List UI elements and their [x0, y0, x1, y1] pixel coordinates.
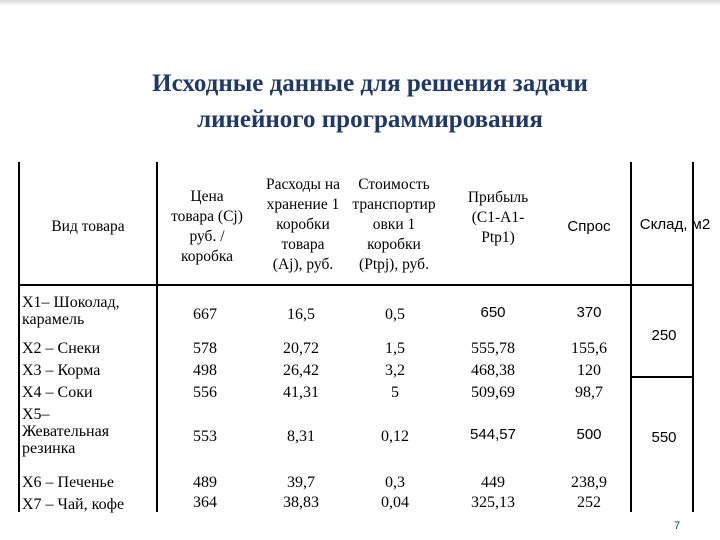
- cell-price: 364: [193, 494, 217, 511]
- cell-price: 556: [193, 384, 217, 401]
- cell-storage: 16,5: [287, 306, 315, 323]
- cell-transport: 0,3: [385, 474, 405, 491]
- row-name-x1: X1– Шоколад, карамель: [22, 294, 120, 328]
- cell-price: 553: [193, 428, 217, 445]
- cell-storage: 38,83: [283, 494, 319, 511]
- cell-transport: 5: [391, 384, 399, 401]
- cell-profit: 449: [481, 474, 505, 491]
- cell-transport: 1,5: [385, 340, 405, 357]
- cell-demand: 155,6: [571, 340, 607, 357]
- cell-demand: 370: [576, 304, 602, 321]
- cell-transport: 0,5: [385, 306, 405, 323]
- cell-storage: 41,31: [283, 384, 319, 401]
- row-name-x4: X4 – Соки: [22, 384, 93, 401]
- cell-demand: 98,7: [575, 384, 603, 401]
- title-line-2: линейного программирования: [197, 106, 543, 133]
- cell-profit: 325,13: [471, 494, 515, 511]
- header-product-type: Вид товара: [51, 218, 125, 235]
- row-name-x3: X3 – Корма: [22, 362, 101, 379]
- header-warehouse: Склад, м2: [639, 216, 711, 233]
- header-storage-cost: Расходы на хранение 1 коробки товара (Aj), руб.: [266, 176, 340, 273]
- cell-transport: 0,12: [381, 428, 409, 445]
- title-line-1: Исходные данные для решения задачи: [152, 70, 588, 97]
- cell-profit: 555,78: [471, 340, 515, 357]
- row-name-x2: X2 – Снеки: [22, 340, 101, 357]
- cell-profit: 544,57: [470, 426, 516, 443]
- row-name-x7: X7 – Чай, кофе: [22, 496, 125, 513]
- header-profit: Прибыль (С1-А1- Ptp1): [467, 189, 529, 246]
- cell-profit: 509,69: [471, 384, 515, 401]
- cell-storage: 26,42: [283, 362, 319, 379]
- cell-demand: 238,9: [571, 474, 607, 491]
- warehouse-value-1: 250: [651, 327, 677, 344]
- cell-transport: 3,2: [385, 362, 405, 379]
- cell-price: 578: [193, 340, 217, 357]
- row-name-x6: X6 – Печенье: [22, 474, 114, 491]
- warehouse-value-2: 550: [651, 429, 677, 446]
- header-transport-cost: Стоимость транспортир овки 1 коробки (Ptpj), руб.: [352, 176, 436, 273]
- cell-profit: 468,38: [471, 362, 515, 379]
- cell-storage: 20,72: [283, 340, 319, 357]
- header-bottom-line: [18, 284, 694, 286]
- cell-storage: 39,7: [287, 474, 315, 491]
- cell-price: 667: [193, 306, 217, 323]
- cell-storage: 8,31: [287, 428, 315, 445]
- cell-demand: 120: [577, 362, 601, 379]
- warehouse-divider-line: [632, 376, 692, 378]
- cell-demand: 252: [577, 494, 601, 511]
- header-demand: Спрос: [567, 218, 611, 235]
- cell-price: 498: [193, 362, 217, 379]
- row-name-x5: X5– Жевательная резинка: [22, 406, 110, 457]
- cell-transport: 0,04: [381, 494, 409, 511]
- cell-demand: 500: [576, 426, 602, 443]
- cell-price: 489: [193, 474, 217, 491]
- header-price: Цена товара (Cj) руб. / коробка: [171, 188, 243, 265]
- cell-profit: 650: [480, 304, 506, 321]
- page-number: 7: [674, 520, 681, 532]
